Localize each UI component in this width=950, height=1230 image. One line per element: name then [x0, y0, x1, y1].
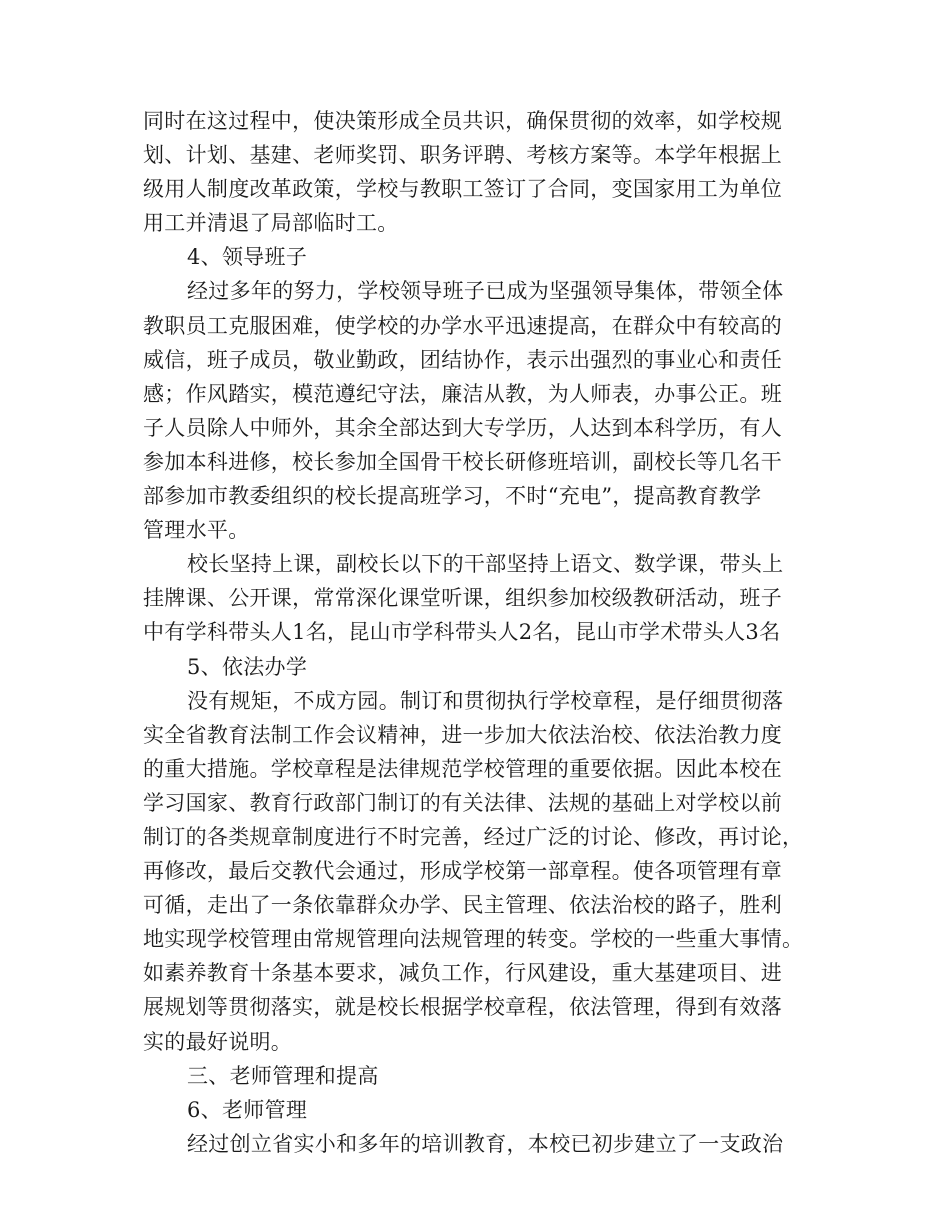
text-line: 地实现学校管理由常规管理向法规管理的转变。学校的一些重大事情。: [143, 927, 804, 952]
text-line: 5、依法办学: [187, 654, 308, 679]
text-line: 可循，走出了一条依靠群众办学、民主管理、依法治校的路子，胜利: [143, 893, 782, 918]
text-line: 实的最好说明。: [143, 1029, 293, 1054]
text-line: 威信，班子成员，敬业勤政，团结协作，表示出强烈的事业心和责任: [143, 347, 782, 372]
text-line: 6、老师管理: [187, 1097, 308, 1122]
text-line: 再修改，最后交教代会通过，形成学校第一部章程。使各项管理有章: [143, 859, 782, 884]
text-line: 教职员工克服困难，使学校的办学水平迅速提高，在群众中有较高的: [143, 313, 782, 338]
text-line: 没有规矩，不成方园。制订和贯彻执行学校章程，是仔细贯彻落: [187, 688, 784, 713]
document-body: [143, 104, 807, 1161]
text-line: 部参加市教委组织的校长提高班学习，不时“充电”，提高教育教学: [143, 484, 762, 509]
text-line: 级用人制度改革政策，学校与教职工签订了合同，变国家用工为单位: [143, 177, 782, 202]
text-line: 中有学科带头人1名，昆山市学科带头人2名，昆山市学术带头人3名: [143, 620, 781, 645]
text-line: 校长坚持上课，副校长以下的干部坚持上语文、数学课，带头上: [187, 552, 784, 577]
text-line: 如素养教育十条基本要求，减负工作，行风建设，重大基建项目、进: [143, 961, 782, 986]
text-line: 用工并清退了局部临时工。: [143, 211, 399, 236]
text-line: 划、计划、基建、老师奖罚、职务评聘、考核方案等。本学年根据上: [143, 143, 782, 168]
text-line: 三、老师管理和提高: [187, 1063, 379, 1088]
text-line: 展规划等贯彻落实，就是校长根据学校章程，依法管理，得到有效落: [143, 995, 782, 1020]
text-line: 同时在这过程中，使决策形成全员共识，确保贯彻的效率，如学校规: [143, 109, 782, 133]
text-line: 参加本科进修，校长参加全国骨干校长研修班培训，副校长等几名干: [143, 449, 782, 474]
text-line: 子人员除人中师外，其余全部达到大专学历，人达到本科学历，有人: [143, 415, 782, 440]
text-line: 挂牌课、公开课，常常深化课堂听课，组织参加校级教研活动，班子: [143, 586, 782, 611]
text-line: 经过创立省实小和多年的培训教育，本校已初步建立了一支政治: [187, 1131, 784, 1156]
text-line: 管理水平。: [143, 518, 250, 543]
text-line: 实全省教育法制工作会议精神，进一步加大依法治校、依法治教力度: [143, 722, 782, 747]
text-line: 感；作风踏实，模范遵纪守法，廉洁从教，为人师表，办事公正。班: [143, 381, 782, 406]
text-line: 的重大措施。学校章程是法律规范学校管理的重要依据。因此本校在: [143, 756, 782, 781]
text-line: 经过多年的努力，学校领导班子已成为坚强领导集体，带领全体: [187, 279, 784, 304]
text-line: 制订的各类规章制度进行不时完善，经过广泛的讨论、修改，再讨论，: [143, 824, 804, 849]
text-line: 4、领导班子: [187, 245, 308, 270]
text-line: 学习国家、教育行政部门制订的有关法律、法规的基础上对学校以前: [143, 790, 782, 815]
